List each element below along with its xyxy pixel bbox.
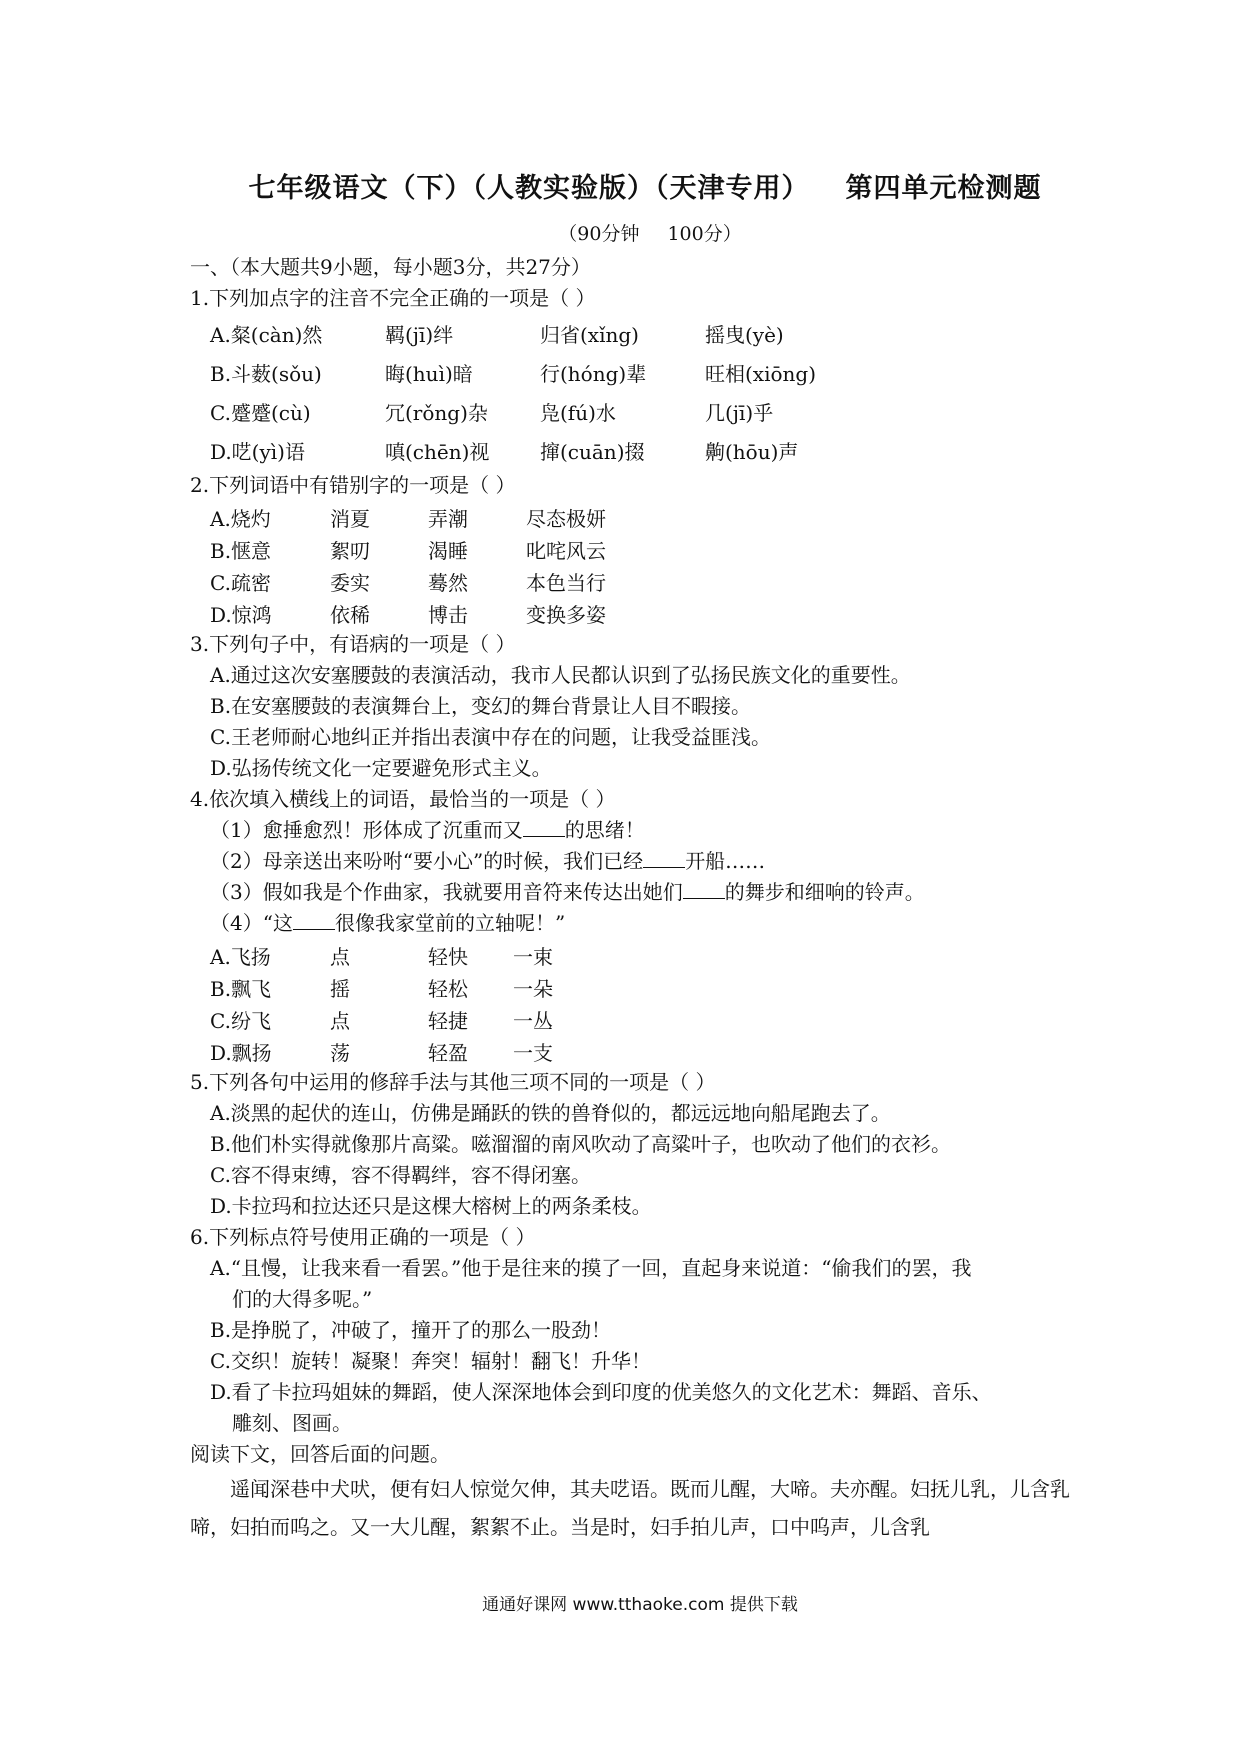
option-cell: 嗔(chēn)视 bbox=[385, 440, 490, 464]
question-3-option-d: D.弘扬传统文化一定要避免形式主义。 bbox=[210, 756, 552, 780]
question-4-option-row bbox=[190, 939, 1070, 971]
sentence-text: 开船…… bbox=[685, 849, 766, 873]
option-cell: 几(jī)乎 bbox=[705, 401, 774, 425]
page-title bbox=[0, 166, 1240, 205]
option-cell: 轻盈 bbox=[428, 1040, 468, 1065]
option-cell: 荡 bbox=[330, 1040, 350, 1065]
question-6-option-d-line-2: 雕刻、图画。 bbox=[232, 1411, 352, 1435]
question-3-option-c: C.王老师耐心地纠正并指出表演中存在的问题，让我受益匪浅。 bbox=[210, 725, 771, 749]
option-cell: 行(hóng)辈 bbox=[540, 362, 647, 386]
option-cell: 凫(fú)水 bbox=[540, 401, 616, 425]
option-cell: 消夏 bbox=[330, 506, 370, 531]
option-cell: 齁(hōu)声 bbox=[705, 440, 799, 464]
option-cell: 叱咤风云 bbox=[526, 538, 606, 563]
option-cell: 摇曳(yè) bbox=[705, 323, 784, 347]
option-cell: 晦(huì)暗 bbox=[385, 362, 473, 386]
question-6-option-d-line-1: D.看了卡拉玛姐妹的舞蹈，使人深深地体会到印度的优美悠久的文化艺术：舞蹈、音乐、 bbox=[210, 1380, 992, 1404]
exam-score: 100分） bbox=[667, 223, 742, 245]
option-cell: 点 bbox=[330, 944, 350, 969]
question-4-sentence-2 bbox=[190, 846, 1070, 877]
sentence-text: （2）母亲送出来吩咐“要小心”的时候，我们已经 bbox=[210, 849, 644, 873]
sentence-text: （3）假如我是个作曲家，我就要用音符来传达出她们 bbox=[210, 880, 683, 904]
footer-download-note: 通通好课网 www.tthaoke.com 提供下载 bbox=[482, 1595, 798, 1615]
reading-passage: 遥闻深巷中犬吠，便有妇人惊觉欠伸，其夫呓语。既而儿醒，大啼。夫亦醒。妇抚儿乳，儿含乳啼，妇拍而呜之。又一大儿醒，絮絮不止。当是时，妇手拍儿声，口中呜声，儿含乳 bbox=[190, 1477, 1070, 1539]
question-3-option-b: B.在安塞腰鼓的表演舞台上，变幻的舞台背景让人目不暇接。 bbox=[210, 694, 752, 718]
option-cell: D.惊鸿 bbox=[210, 602, 272, 627]
option-cell: 归省(xǐng) bbox=[540, 323, 639, 347]
exam-duration-score bbox=[0, 219, 1240, 246]
option-cell: C.疏密 bbox=[210, 570, 271, 595]
question-6-option-c: C.交织！旋转！凝聚！奔突！辐射！翻飞！升华！ bbox=[210, 1349, 651, 1373]
option-cell: 弄潮 bbox=[428, 506, 468, 531]
question-4-sentence-3 bbox=[190, 877, 1070, 908]
option-cell: 一支 bbox=[513, 1040, 553, 1065]
option-cell: 旺相(xiōng) bbox=[705, 362, 817, 386]
question-5-option-d: D.卡拉玛和拉达还只是这棵大榕树上的两条柔枝。 bbox=[210, 1194, 652, 1218]
sentence-text: 的舞步和细响的铃声。 bbox=[724, 880, 925, 904]
option-cell: 点 bbox=[330, 1008, 350, 1033]
exam-time: （90分钟 bbox=[558, 223, 640, 245]
fill-blank bbox=[643, 847, 685, 868]
option-cell: 依稀 bbox=[330, 602, 370, 627]
section-heading: 一、（本大题共9小题，每小题3分，共27分） bbox=[190, 255, 591, 279]
fill-blank bbox=[523, 816, 565, 837]
question-5-option-a: A.淡黑的起伏的连山，仿佛是踊跃的铁的兽脊似的，都远远地向船尾跑去了。 bbox=[210, 1101, 891, 1125]
sentence-text: （4）“这 bbox=[210, 911, 293, 935]
question-4-stem: 4.依次填入横线上的词语，最恰当的一项是（ ） bbox=[190, 787, 616, 811]
option-cell: 一丛 bbox=[513, 1008, 553, 1033]
option-cell: 本色当行 bbox=[526, 570, 606, 595]
question-4-option-row bbox=[190, 1035, 1070, 1067]
sentence-text: （1）愈捶愈烈！形体成了沉重而又 bbox=[210, 818, 523, 842]
title-main: 七年级语文（下）（人教实验版）（天津专用） bbox=[248, 173, 810, 204]
option-cell: 委实 bbox=[330, 570, 370, 595]
option-cell: C.蹙蹙(cù) bbox=[210, 401, 311, 425]
option-cell: 一朵 bbox=[513, 976, 553, 1001]
question-2-option-row bbox=[190, 533, 1070, 565]
option-cell: 渴睡 bbox=[428, 538, 468, 563]
option-cell: 蓦然 bbox=[428, 570, 468, 595]
question-1-stem: 1.下列加点字的注音不完全正确的一项是（ ） bbox=[190, 286, 596, 310]
fill-blank bbox=[683, 878, 725, 899]
question-1-option-row bbox=[190, 353, 1070, 392]
option-cell: 撺(cuān)掇 bbox=[540, 440, 645, 464]
question-5-stem: 5.下列各句中运用的修辞手法与其他三项不同的一项是（ ） bbox=[190, 1070, 716, 1094]
option-cell: B.斗薮(sǒu) bbox=[210, 362, 322, 386]
question-3-stem: 3.下列句子中，有语病的一项是（ ） bbox=[190, 632, 516, 656]
option-cell: D.呓(yì)语 bbox=[210, 440, 305, 464]
question-1-option-row bbox=[190, 392, 1070, 431]
question-5-option-c: C.容不得束缚，容不得羁绊，容不得闭塞。 bbox=[210, 1163, 591, 1187]
option-cell: A.粲(càn)然 bbox=[210, 323, 323, 347]
question-4-option-row bbox=[190, 971, 1070, 1003]
title-unit: 第四单元检测题 bbox=[845, 173, 1042, 204]
option-cell: D.飘扬 bbox=[210, 1040, 272, 1065]
question-2-option-row bbox=[190, 597, 1070, 629]
question-2-option-row bbox=[190, 501, 1070, 533]
question-4-sentence-4 bbox=[190, 908, 1070, 939]
question-3-option-a: A.通过这次安塞腰鼓的表演活动，我市人民都认识到了弘扬民族文化的重要性。 bbox=[210, 663, 911, 687]
question-6-option-a-line-1: A.“且慢，让我来看一看罢。”他于是往来的摸了一回，直起身来说道：“偷我们的罢，我 bbox=[210, 1256, 972, 1280]
question-2-stem: 2.下列词语中有错别字的一项是（ ） bbox=[190, 473, 516, 497]
question-6-option-a-line-2: 们的大得多呢。” bbox=[232, 1287, 373, 1311]
option-cell: B.飘飞 bbox=[210, 976, 272, 1001]
option-cell: 轻松 bbox=[428, 976, 468, 1001]
option-cell: 尽态极妍 bbox=[526, 506, 606, 531]
question-4-option-row bbox=[190, 1003, 1070, 1035]
question-6-stem: 6.下列标点符号使用正确的一项是（ ） bbox=[190, 1225, 536, 1249]
question-5-option-b: B.他们朴实得就像那片高粱。嗞溜溜的南风吹动了高粱叶子，也吹动了他们的衣衫。 bbox=[210, 1132, 952, 1156]
question-2-option-row bbox=[190, 565, 1070, 597]
option-cell: A.烧灼 bbox=[210, 506, 271, 531]
option-cell: 羁(jī)绊 bbox=[385, 323, 454, 347]
question-1-option-row bbox=[190, 314, 1070, 353]
option-cell: 冗(rǒng)杂 bbox=[385, 401, 488, 425]
option-cell: B.惬意 bbox=[210, 538, 272, 563]
option-cell: 轻快 bbox=[428, 944, 468, 969]
question-4-sentence-1 bbox=[190, 815, 1070, 846]
question-1-option-row bbox=[190, 431, 1070, 470]
option-cell: 絮叨 bbox=[330, 538, 370, 563]
option-cell: 一束 bbox=[513, 944, 553, 969]
option-cell: C.纷飞 bbox=[210, 1008, 271, 1033]
option-cell: A.飞扬 bbox=[210, 944, 271, 969]
fill-blank bbox=[293, 909, 335, 930]
option-cell: 博击 bbox=[428, 602, 468, 627]
option-cell: 变换多姿 bbox=[526, 602, 606, 627]
exam-content bbox=[190, 252, 1070, 1546]
sentence-text: 的思绪！ bbox=[564, 818, 645, 842]
sentence-text: 很像我家堂前的立轴呢！” bbox=[334, 911, 566, 935]
option-cell: 轻捷 bbox=[428, 1008, 468, 1033]
reading-intro: 阅读下文，回答后面的问题。 bbox=[190, 1442, 450, 1466]
question-6-option-b: B.是挣脱了，冲破了，撞开了的那么一股劲！ bbox=[210, 1318, 612, 1342]
option-cell: 摇 bbox=[330, 976, 350, 1001]
